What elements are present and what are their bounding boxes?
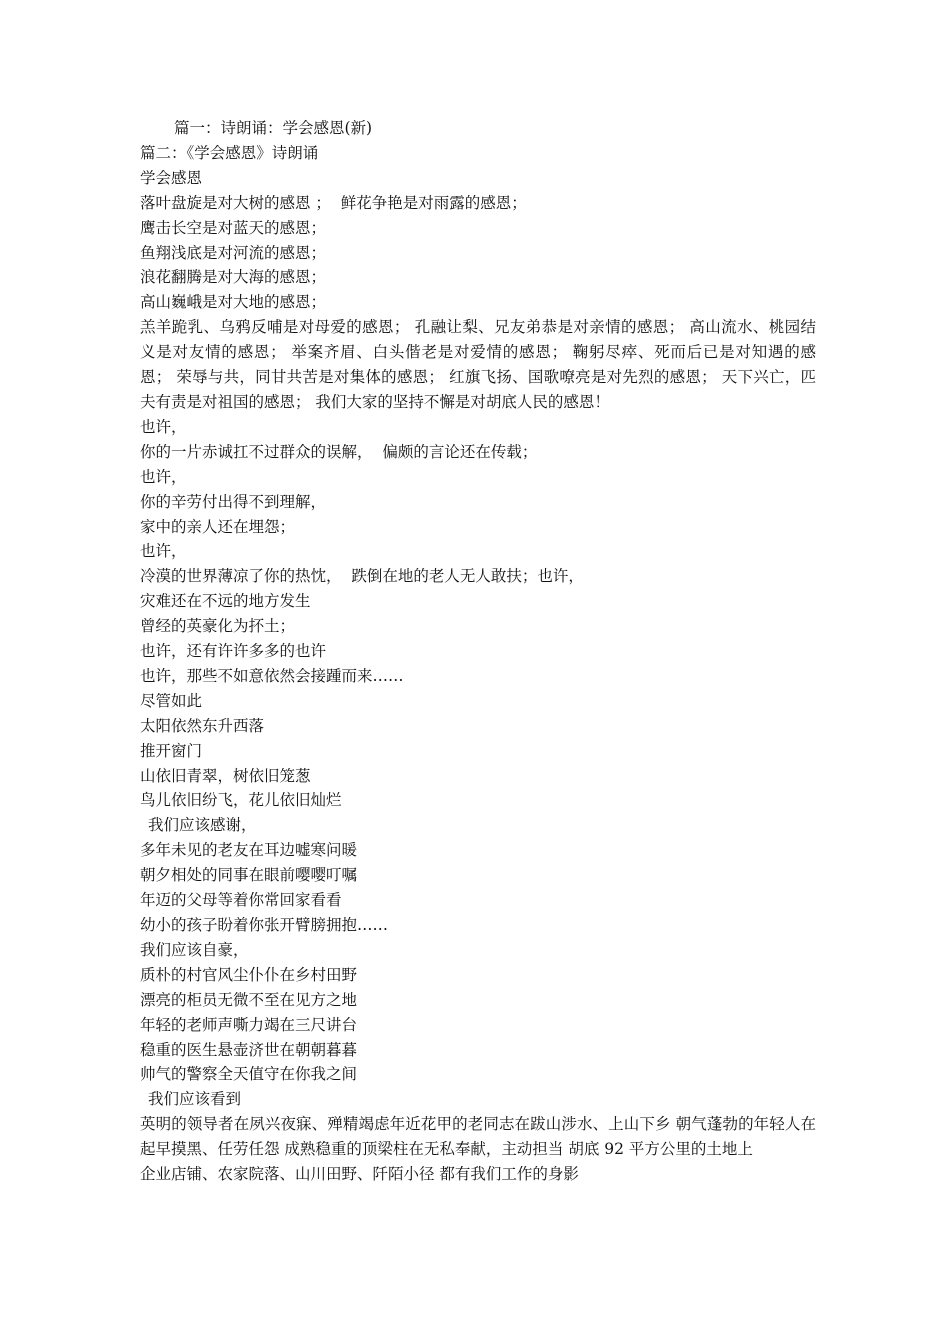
thanks-heading: 我们应该感谢， (148, 816, 257, 835)
heading-2: 篇二：《学会感恩》诗朗诵 (140, 143, 319, 162)
poem-line: 漂亮的柜员无微不至在见方之地 (140, 990, 358, 1009)
poem-line: 尽管如此 (140, 691, 203, 710)
poem-line: 多年未见的老友在耳边嘘寒问暖 (140, 841, 358, 860)
paragraph-gratitude-list: 羔羊跪乳、乌鸦反哺是对母爱的感恩； 孔融让梨、兄友弟恭是对亲情的感恩； 高山流水、桃园结义是对友情的感恩； 举案齐眉、白头偕老是对爱情的感恩； 鞠躬尽瘁、死而后已是对知遇的感恩； 荣辱与共，同甘共苦是对集体的感恩； 红旗飞扬、国歌嘹亮是对先烈的感恩； 天下兴亡，匹夫有责是对祖国的感恩； 我们大家的坚持不懈是对胡底人民的感恩！ (140, 318, 816, 411)
poem-line: 也许，还有许许多多的也许 (140, 642, 327, 661)
poem-line: 推开窗门 (140, 741, 203, 760)
poem-title: 学会感恩 (140, 168, 203, 187)
heading-1: 篇一：诗朗诵：学会感恩(新) (174, 119, 373, 137)
poem-line: 你的一片赤诚扛不过群众的误解， 偏颇的言论还在传载； (140, 442, 538, 461)
see-heading: 我们应该看到 (148, 1090, 242, 1109)
poem-line: 曾经的英豪化为抔土； (140, 617, 296, 636)
poem-line: 朝夕相处的同事在眼前嘤嘤叮嘱 (140, 866, 358, 885)
poem-line: 鱼翔浅底是对河流的感恩； (140, 243, 327, 262)
poem-line: 你的辛劳付出得不到理解， (140, 492, 327, 511)
poem-line: 也许， (140, 417, 187, 436)
poem-line: 鸟儿依旧纷飞，花儿依旧灿烂 (140, 791, 342, 810)
poem-line: 浪花翻腾是对大海的感恩； (140, 268, 327, 287)
poem-line: 也许， (140, 542, 187, 561)
poem-line: 也许， (140, 467, 187, 486)
poem-line: 落叶盘旋是对大树的感恩 ； 鲜花争艳是对雨露的感恩； (140, 193, 527, 212)
poem-line: 高山巍峨是对大地的感恩； (140, 293, 327, 312)
poem-line: 年迈的父母等着你常回家看看 (140, 891, 342, 910)
poem-line: 年轻的老师声嘶力竭在三尺讲台 (140, 1015, 358, 1034)
poem-line: 也许，那些不如意依然会接踵而来…… (140, 666, 404, 685)
poem-line: 山依旧青翠，树依旧笼葱 (140, 766, 311, 785)
poem-line: 我们应该自豪， (140, 940, 249, 959)
poem-line-last: 企业店铺、农家院落、山川田野、阡陌小径 都有我们工作的身影 (140, 1165, 579, 1184)
poem-line: 冷漠的世界薄凉了你的热忱， 跌倒在地的老人无人敢扶；也许， (140, 567, 584, 586)
poem-line: 稳重的医生悬壶济世在朝朝暮暮 (140, 1040, 358, 1059)
poem-line: 太阳依然东升西落 (140, 716, 265, 735)
poem-line: 帅气的警察全天值守在你我之间 (140, 1065, 358, 1084)
poem-line: 鹰击长空是对蓝天的感恩； (140, 218, 327, 237)
poem-line: 灾难还在不远的地方发生 (140, 592, 311, 611)
paragraph-people: 英明的领导者在夙兴夜寐、殚精竭虑年近花甲的老同志在跋山涉水、上山下乡 朝气蓬勃的年轻人在起早摸黑、任劳任怨 成熟稳重的顶梁柱在无私奉献，主动担当 胡底 92 平方公里的土地上 (140, 1115, 816, 1159)
poem-line: 家中的亲人还在埋怨； (140, 517, 296, 536)
poem-line: 幼小的孩子盼着你张开臂膀拥抱…… (140, 916, 389, 934)
document-page (140, 116, 816, 1187)
poem-line: 质朴的村官风尘仆仆在乡村田野 (140, 965, 358, 984)
